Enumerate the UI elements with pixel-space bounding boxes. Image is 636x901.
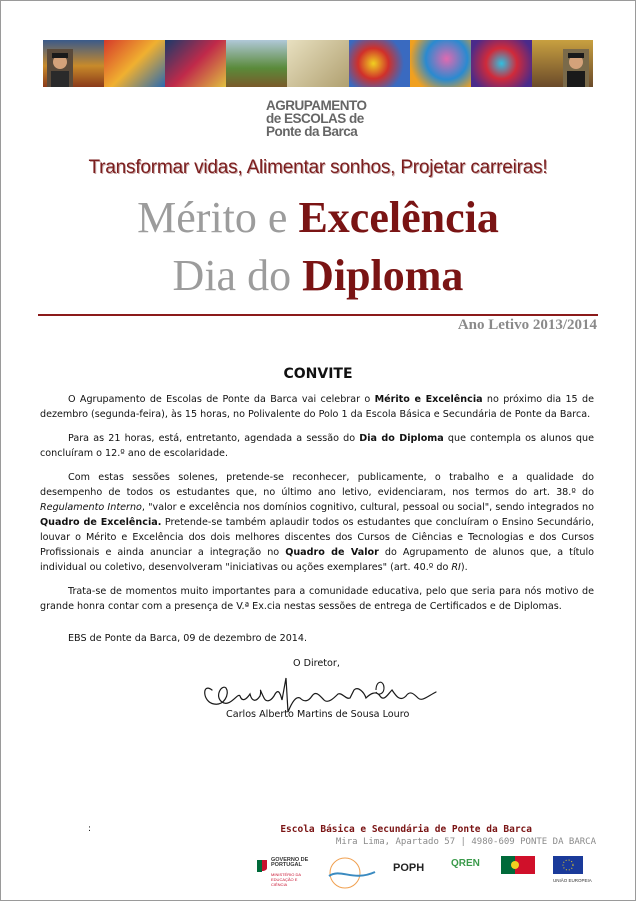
paragraph-3	[40, 470, 594, 575]
wave-logo	[323, 856, 381, 894]
eu-flag-logo	[553, 856, 593, 883]
title-diploma: Diploma	[302, 251, 464, 300]
footer-school-name: Escola Básica e Secundária de Ponte da Barca	[280, 824, 532, 835]
footer-colon: :	[88, 824, 92, 834]
eu-text: UNIÃO EUROPEIA	[553, 878, 592, 883]
portrait-image	[47, 49, 73, 87]
text: O Agrupamento de Escolas de Ponte da Barca vai celebrar o	[68, 394, 375, 405]
school-logo	[266, 99, 376, 138]
title-dia-do: Dia do	[172, 251, 303, 300]
gov-sub: MINISTÉRIO DA EDUCAÇÃO E CIÊNCIA	[271, 872, 301, 887]
qren-text: QREN	[451, 858, 480, 869]
text: Para as 21 horas, está, entretanto, agendada a sessão do	[68, 433, 360, 444]
bold-text: Quadro de Valor	[285, 547, 379, 558]
title-merito: Mérito e	[137, 193, 299, 242]
letter-heading: CONVITE	[283, 366, 353, 382]
logo-line: AGRUPAMENTO	[266, 98, 367, 113]
logo-line: Ponte da Barca	[266, 124, 358, 139]
paragraph-2	[40, 431, 594, 461]
logo-line: de ESCOLAS de	[266, 111, 364, 126]
gov-name: GOVERNO DE PORTUGAL	[271, 857, 309, 868]
text: ).	[460, 562, 468, 573]
poph-text: POPH	[393, 862, 425, 874]
qren-logo	[451, 856, 495, 869]
paragraph-4: Trata-se de momentos muito importantes para a comunidade educativa, pelo que seria para nós motivo de grande honra contar com a presença de V.ª Ex.cia nestas sessões de entrega de Certificados e de Diplomas.	[40, 586, 594, 612]
governo-portugal-logo	[255, 856, 313, 887]
portugal-flag-logo	[501, 856, 537, 878]
title-line-2	[0, 252, 636, 300]
text: Pretende-se também aplaudir todos os estudantes que concluíram o Ensino Secundário, louvar o Mérito e Excelência dos dois melhores discentes dos Cursos de Ciências e Tecnologias e dos Cursos Profissionais e ainda anunciar a integração no	[40, 517, 594, 558]
poph-logo	[393, 856, 437, 874]
italic-text: RI	[451, 562, 461, 573]
text: que contempla os alunos que concluíram o 12.º ano de escolaridade.	[40, 433, 594, 459]
title-line-1	[0, 194, 636, 242]
letter-body	[40, 392, 594, 623]
header-banner	[43, 40, 593, 87]
signatory-name: Carlos Alberto Martins de Sousa Louro	[226, 709, 410, 720]
footer-address: Mira Lima, Apartado 57 | 4980-609 PONTE DA BARCA	[335, 837, 596, 847]
date-line: EBS de Ponte da Barca, 09 de dezembro de 2014.	[68, 633, 308, 644]
text: no próximo dia 15 de dezembro (segunda-feira), às 15 horas, no Polivalente do Polo 1 da Escola Básica e Secundária de Ponte da Barca.	[40, 394, 594, 420]
bold-text: Mérito e Excelência	[374, 394, 483, 405]
text: , "valor e excelência nos domínios cognitivo, cultural, pessoal ou social", sendo integrados no	[141, 502, 594, 513]
portrait-image	[563, 49, 589, 87]
bold-text: Dia do Diploma	[359, 433, 444, 444]
title-divider	[38, 314, 598, 316]
director-title: O Diretor,	[293, 658, 340, 669]
italic-text: Regulamento Interno	[40, 502, 142, 513]
school-year: Ano Letivo 2013/2014	[457, 317, 597, 333]
motto: Transformar vidas, Alimentar sonhos, Projetar carreiras!	[88, 157, 548, 178]
paragraph-1	[40, 392, 594, 422]
bold-text: Quadro de Excelência.	[40, 517, 162, 528]
text: Com estas sessões solenes, pretende-se reconhecer, publicamente, o trabalho e a qualidade do desempenho de todos os estudantes que, no último ano letivo, evidenciaram, nos termos do art. 38.º do	[40, 472, 594, 498]
text: do Agrupamento de alunos que, a título individual ou coletivo, desenvolveram "iniciativas ou ações exemplares" (art. 40.º do	[40, 547, 594, 573]
title-excelencia: Excelência	[298, 193, 499, 242]
